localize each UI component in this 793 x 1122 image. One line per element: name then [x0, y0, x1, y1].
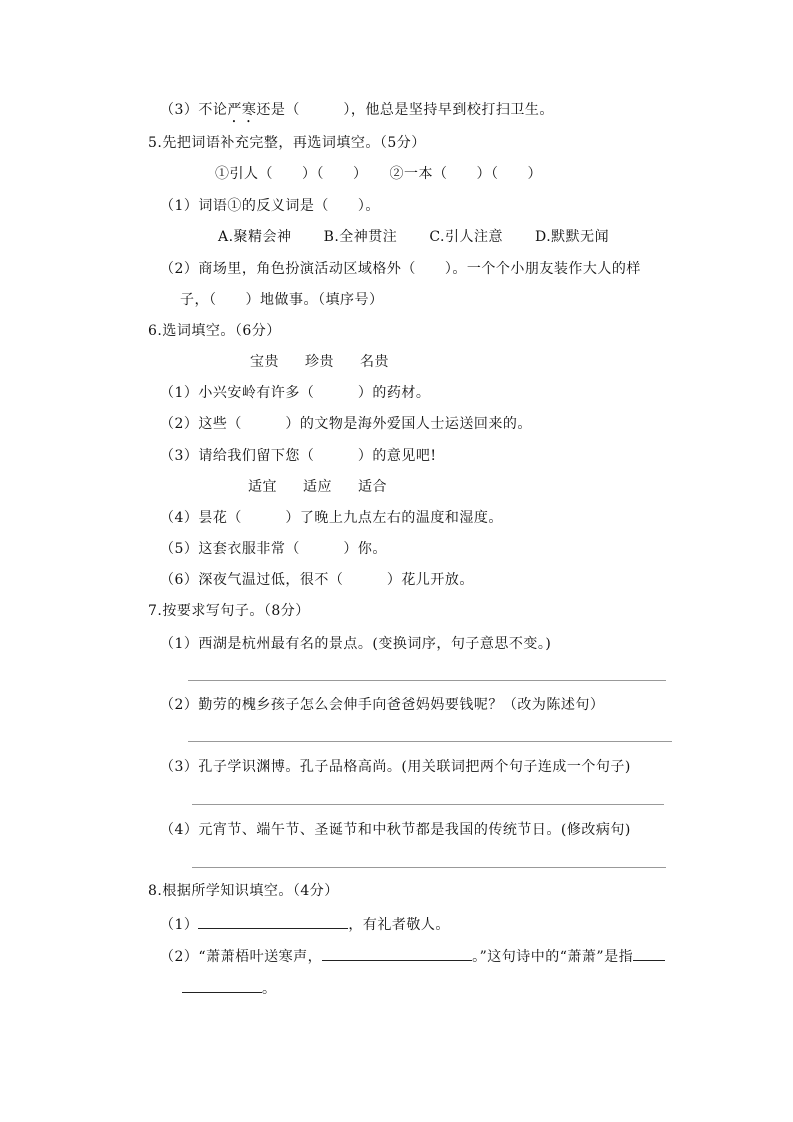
- q7-heading: 7.按要求写句子。（8分）: [148, 603, 310, 619]
- q5-option-c: C.引人注意: [429, 229, 503, 245]
- q6-word-zhengui: 珍贵: [305, 354, 334, 370]
- q7-item-2: （2）勤劳的槐乡孩子怎么会伸手向爸爸妈妈要钱呢？（改为陈述句）: [160, 697, 605, 713]
- q7-answer-line-4: [192, 867, 666, 868]
- q8-sub1-num: （1）: [160, 917, 199, 933]
- q8-sub1-blank[interactable]: [198, 913, 348, 929]
- q6-word-shiyi: 适宜: [248, 479, 277, 495]
- q5-option-b: B.全神贯注: [323, 229, 398, 245]
- q6-item-5: （5）这套衣服非常（ ）你。: [160, 541, 387, 557]
- q5-sub2-line1: （2）商场里，角色扮演活动区域格外（ ）。一个个小朋友装作大人的样: [160, 261, 641, 277]
- q7-answer-line-2: [188, 741, 672, 742]
- q7-answer-line-1: [188, 680, 666, 681]
- q8-sub2-cont: [182, 977, 277, 999]
- q8-sub2-blank-2[interactable]: [633, 945, 665, 961]
- q6-word-group-2: [248, 477, 387, 497]
- q5-option-a: A.聚精会神: [218, 229, 292, 245]
- q7-item-1: （1）西湖是杭州最有名的景点。(变换词序，句子意思不变。): [160, 636, 552, 652]
- q4-item-3-text-a: 不论: [198, 102, 228, 118]
- q5-option-d: D.默默无闻: [534, 229, 610, 245]
- q6-word-shihe: 适合: [358, 479, 387, 495]
- q8-sub1-tail: ，有礼者敬人。: [348, 917, 450, 933]
- q6-word-group-1: [250, 352, 389, 372]
- q8-sub2-blank-3[interactable]: [182, 977, 262, 993]
- q6-item-1: （1）小兴安岭有许多（ ）的药材。: [160, 385, 431, 401]
- q8-sub2-text-a: “萧萧梧叶送寒声，: [198, 949, 323, 965]
- q6-word-baogui: 宝贵: [250, 354, 279, 370]
- q6-item-3: （3）请给我们留下您（ ）的意见吧!: [160, 448, 437, 464]
- q7-item-3: （3）孔子学识渊博。孔子品格高尚。(用关联词把两个句子连成一个句子): [160, 759, 631, 775]
- q5-sub1: （1）词语①的反义词是（ ）。: [160, 198, 380, 214]
- q5-sub2-line2: 子，（ ）地做事。（填序号）: [180, 292, 384, 308]
- q8-heading: 8.根据所学知识填空。（4分）: [148, 883, 339, 899]
- q7-answer-line-3: [192, 804, 664, 805]
- q5-words: ①引人（ ）（ ） ②一本（ ）（ ）: [215, 166, 542, 182]
- q8-sub2-blank-1[interactable]: [322, 945, 472, 961]
- q6-heading: 6.选词填空。（6分）: [148, 323, 281, 339]
- q8-sub2: [160, 945, 665, 967]
- q8-sub1: [160, 913, 450, 935]
- q8-sub2-text-b: 。”这句诗中的“萧萧”是指: [472, 949, 634, 965]
- q5-heading: 5.先把词语补充完整，再选词填空。（5分）: [148, 135, 426, 151]
- q5-options: [218, 227, 609, 247]
- q6-word-minggui: 名贵: [360, 354, 389, 370]
- q6-item-4: （4）昙花（ ）了晚上九点左右的温度和湿度。: [160, 510, 503, 526]
- q6-item-2: （2）这些（ ）的文物是海外爱国人士运送回来的。: [160, 416, 532, 432]
- q4-item-3-num: （3）: [160, 102, 199, 118]
- q4-item-3: [160, 100, 554, 126]
- q6-item-6: （6）深夜气温过低，很不（ ）花儿开放。: [160, 572, 474, 588]
- q8-sub2-end: 。: [262, 981, 277, 997]
- q4-item-3-text-b: 还是（ ），他总是坚持早到校打扫卫生。: [256, 102, 554, 118]
- q7-item-4: （4）元宵节、端午节、圣诞节和中秋节都是我国的传统节日。(修改病句): [160, 822, 631, 838]
- q6-word-shiying: 适应: [303, 479, 332, 495]
- q4-item-3-dotted-word: 严寒: [227, 102, 257, 118]
- q8-sub2-num: （2）: [160, 949, 199, 965]
